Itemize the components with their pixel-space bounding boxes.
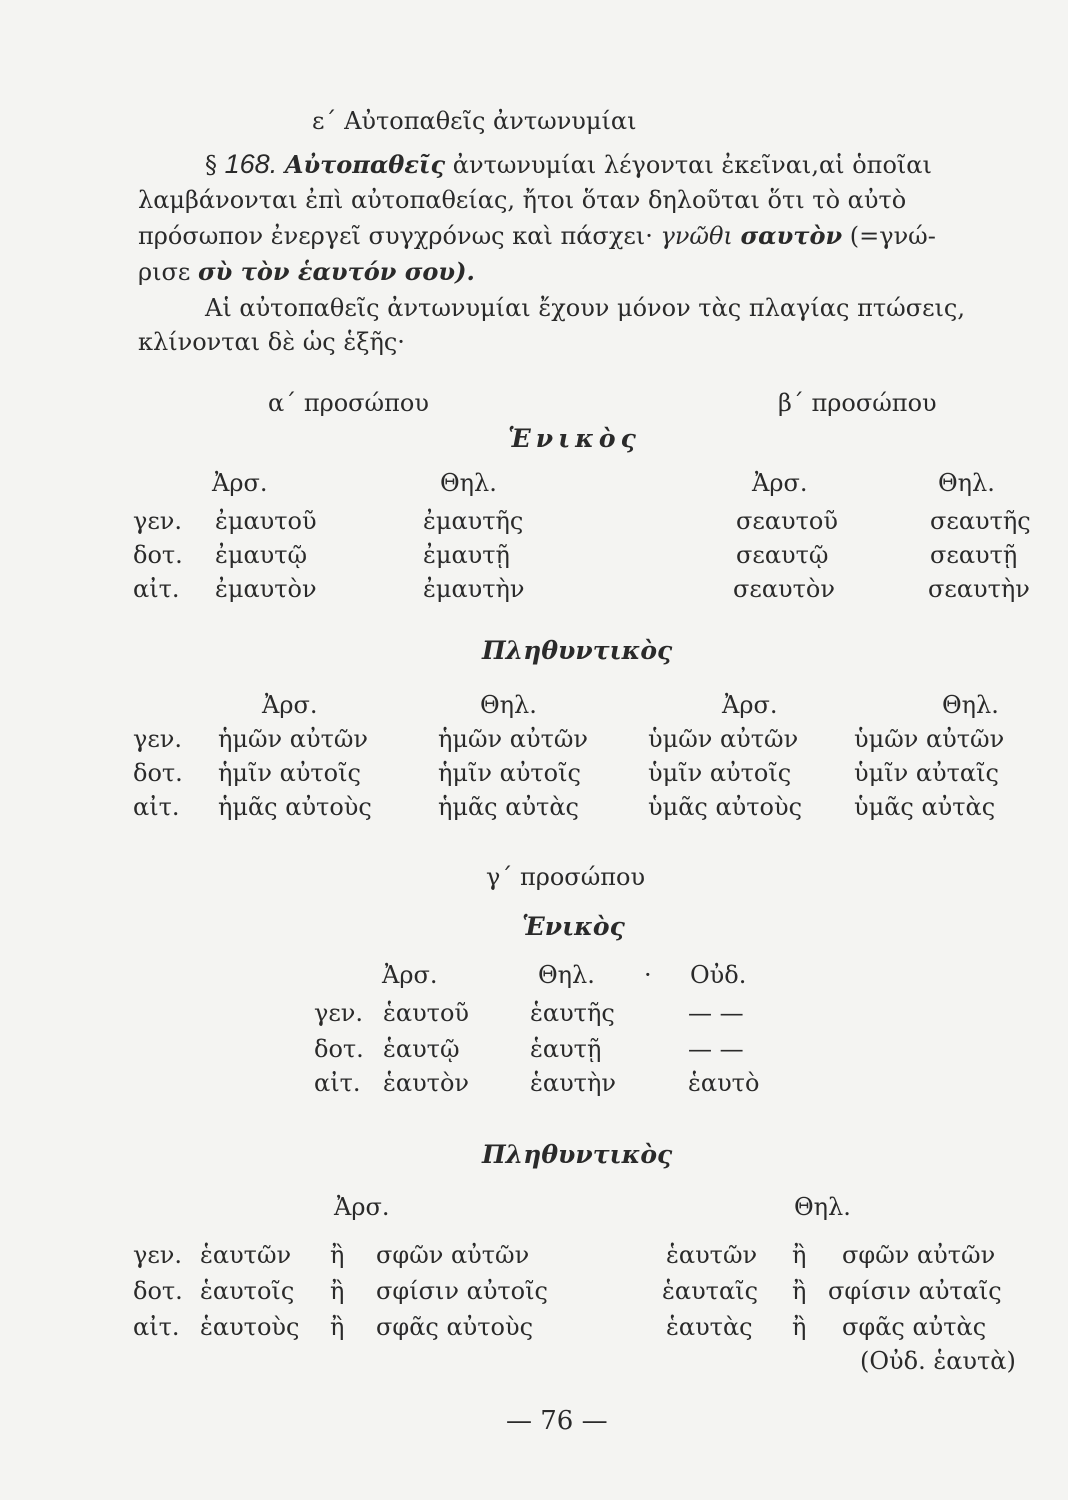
plural-heading-12: Πληθυντικὸς [482,636,673,665]
sg3-case-label-gen: γεν. [314,999,363,1027]
pl12-dat-2f: ὑμῖν αὐταῖς [854,759,999,787]
pl12-dat-2m: ὑμῖν αὐτοῖς [648,759,792,787]
paragraph-168-line-4 [138,254,475,290]
sg12-dat-1f: ἐμαυτῇ [423,541,510,569]
example-word-gnothi: γνῶθι [660,222,733,250]
sg12-acc-2f: σεαυτὴν [928,575,1030,603]
paragraph-2-line-2: κλίνονται δὲ ὡς ἑξῆς· [138,328,405,356]
sg12-gen-1f: ἐμαυτῆς [423,507,524,535]
sg3-dat-n: — — [688,1035,744,1063]
sg3-acc-m: ἑαυτὸν [383,1069,469,1097]
masc-header-2nd: Ἀρσ. [752,469,808,497]
paragraph-168-line-3-end: (=γνώ- [849,222,936,250]
pl3-gen-f-or: ἢ [792,1241,807,1269]
first-person-heading: α΄ προσώπου [268,389,429,417]
singular-heading-3rd: Ἑνικὸς [522,912,625,941]
sg12-dat-1m: ἐμαυτῷ [215,541,308,569]
sg12-dat-2f: σεαυτῇ [930,541,1018,569]
pl12-dat-1f: ἡμῖν αὐτοῖς [438,759,581,787]
pl12-acc-2f: ὑμᾶς αὐτὰς [854,793,996,821]
case-label-dat: δοτ. [133,541,183,569]
paragraph-168-line-2: λαμβάνονται ἐπὶ αὐτοπαθείας, ἤτοι ὅταν δηλοῦται ὅτι τὸ αὐτὸ [138,186,907,214]
fem-header-2nd: Θηλ. [938,469,995,497]
sg12-gen-2m: σεαυτοῦ [736,507,838,535]
paragraph-168-line-1-text: ἀντωνυμίαι λέγονται ἐκεῖναι,αἱ ὁποῖαι [452,151,932,179]
pl12-gen-2f: ὑμῶν αὐτῶν [854,725,1005,753]
pl-case-label-dat: δοτ. [133,759,183,787]
pl3-case-label-dat: δοτ. [133,1277,183,1305]
pl3-dat-m-form: ἑαυτοῖς [200,1277,295,1305]
pl12-acc-2m: ὑμᾶς αὐτοὺς [648,793,803,821]
sg3-fem-header: Θηλ. [538,961,595,989]
case-label-gen: γεν. [133,507,182,535]
pl3-acc-f-form: ἑαυτὰς [666,1313,753,1341]
sg3-dat-f: ἑαυτῇ [530,1035,602,1063]
pl3-masc-header: Ἀρσ. [334,1193,390,1221]
example-word-sauton: σαυτὸν [740,221,843,250]
pl-case-label-gen: γεν. [133,725,182,753]
pl3-acc-f-or: ἢ [792,1313,807,1341]
pl12-acc-1f: ἡμᾶς αὐτὰς [438,793,579,821]
sg3-gen-m: ἑαυτοῦ [383,999,469,1027]
pl3-acc-m-alt: σφᾶς αὐτοὺς [376,1313,534,1341]
paragraph-168-line-1 [205,146,932,183]
pl3-acc-f-alt: σφᾶς αὐτὰς [842,1313,987,1341]
pl3-dat-m-or: ἢ [330,1277,345,1305]
plural-heading-3rd: Πληθυντικὸς [482,1140,673,1169]
sg3-dat-m: ἑαυτῷ [383,1035,460,1063]
fem-header-1st: Θηλ. [440,469,497,497]
pl-fem-header-1st: Θηλ. [480,691,537,719]
sg12-acc-2m: σεαυτὸν [733,575,835,603]
paragraph-2-line-1: Αἱ αὐτοπαθεῖς ἀντωνυμίαι ἔχουν μόνον τὰς πλαγίας πτώσεις, [205,294,965,322]
pl3-gen-f-alt: σφῶν αὐτῶν [842,1241,996,1269]
pl12-dat-1m: ἡμῖν αὐτοῖς [218,759,361,787]
case-label-acc: αἰτ. [133,575,180,603]
sg12-acc-1f: ἐμαυτὴν [423,575,525,603]
section-number: 168. [224,149,278,179]
sg12-gen-2f: σεαυτῆς [930,507,1031,535]
paragraph-168-line-3-text: πρόσωπον ἐνεργεῖ συγχρόνως καὶ πάσχει· [138,222,653,250]
pl-masc-header-2nd: Ἀρσ. [722,691,778,719]
pl3-fem-header: Θηλ. [794,1193,851,1221]
dot-separator: · [644,961,652,989]
section-mark: § [205,151,217,179]
paragraph-168-line-3 [138,218,936,254]
pl3-gen-f-form: ἑαυτῶν [666,1241,758,1269]
sg3-gen-f: ἑαυτῆς [530,999,615,1027]
pl3-gen-m-form: ἑαυτῶν [200,1241,292,1269]
sg3-neut-header: Οὐδ. [690,961,747,989]
pl-case-label-acc: αἰτ. [133,793,180,821]
defined-term: Αὐτοπαθεῖς [284,150,446,179]
pl3-dat-f-or: ἢ [792,1277,807,1305]
sg3-acc-f: ἑαυτὴν [530,1069,616,1097]
pl-masc-header-1st: Ἀρσ. [262,691,318,719]
pl3-case-label-gen: γεν. [133,1241,182,1269]
neuter-note: (Οὐδ. ἑαυτὰ) [860,1347,1016,1375]
sg3-case-label-dat: δοτ. [314,1035,364,1063]
section-title: ε΄ Αὐτοπαθεῖς ἀντωνυμίαι [312,107,637,135]
pl3-acc-m-form: ἑαυτοὺς [200,1313,300,1341]
masc-header-1st: Ἀρσ. [212,469,268,497]
second-person-heading: β΄ προσώπου [778,389,937,417]
pl3-acc-m-or: ἢ [330,1313,345,1341]
pl3-dat-f-form: ἑαυταῖς [662,1277,759,1305]
pl12-gen-1m: ἡμῶν αὐτῶν [218,725,368,753]
singular-heading: Ἑνικὸς [508,424,641,453]
sg3-case-label-acc: αἰτ. [314,1069,361,1097]
paragraph-168-line-4-text: ρισε [138,258,191,286]
sg12-acc-1m: ἐμαυτὸν [215,575,317,603]
sg12-dat-2m: σεαυτῷ [736,541,829,569]
example-phrase: σὺ τὸν ἑαυτόν σου). [197,257,475,286]
pl3-gen-m-alt: σφῶν αὐτῶν [376,1241,530,1269]
sg12-gen-1m: ἐμαυτοῦ [215,507,317,535]
pl-fem-header-2nd: Θηλ. [942,691,999,719]
third-person-heading: γ΄ προσώπου [486,863,646,891]
page-number: — 76 — [506,1406,608,1436]
sg3-acc-n: ἑαυτὸ [688,1069,760,1097]
pl12-gen-1f: ἡμῶν αὐτῶν [438,725,588,753]
sg3-masc-header: Ἀρσ. [382,961,438,989]
pl3-dat-m-alt: σφίσιν αὐτοῖς [376,1277,548,1305]
pl3-gen-m-or: ἢ [330,1241,345,1269]
pl3-dat-f-alt: σφίσιν αὐταῖς [828,1277,1002,1305]
pl12-gen-2m: ὑμῶν αὐτῶν [648,725,799,753]
sg3-gen-n: — — [688,999,744,1027]
pl3-case-label-acc: αἰτ. [133,1313,180,1341]
pl12-acc-1m: ἡμᾶς αὐτοὺς [218,793,372,821]
